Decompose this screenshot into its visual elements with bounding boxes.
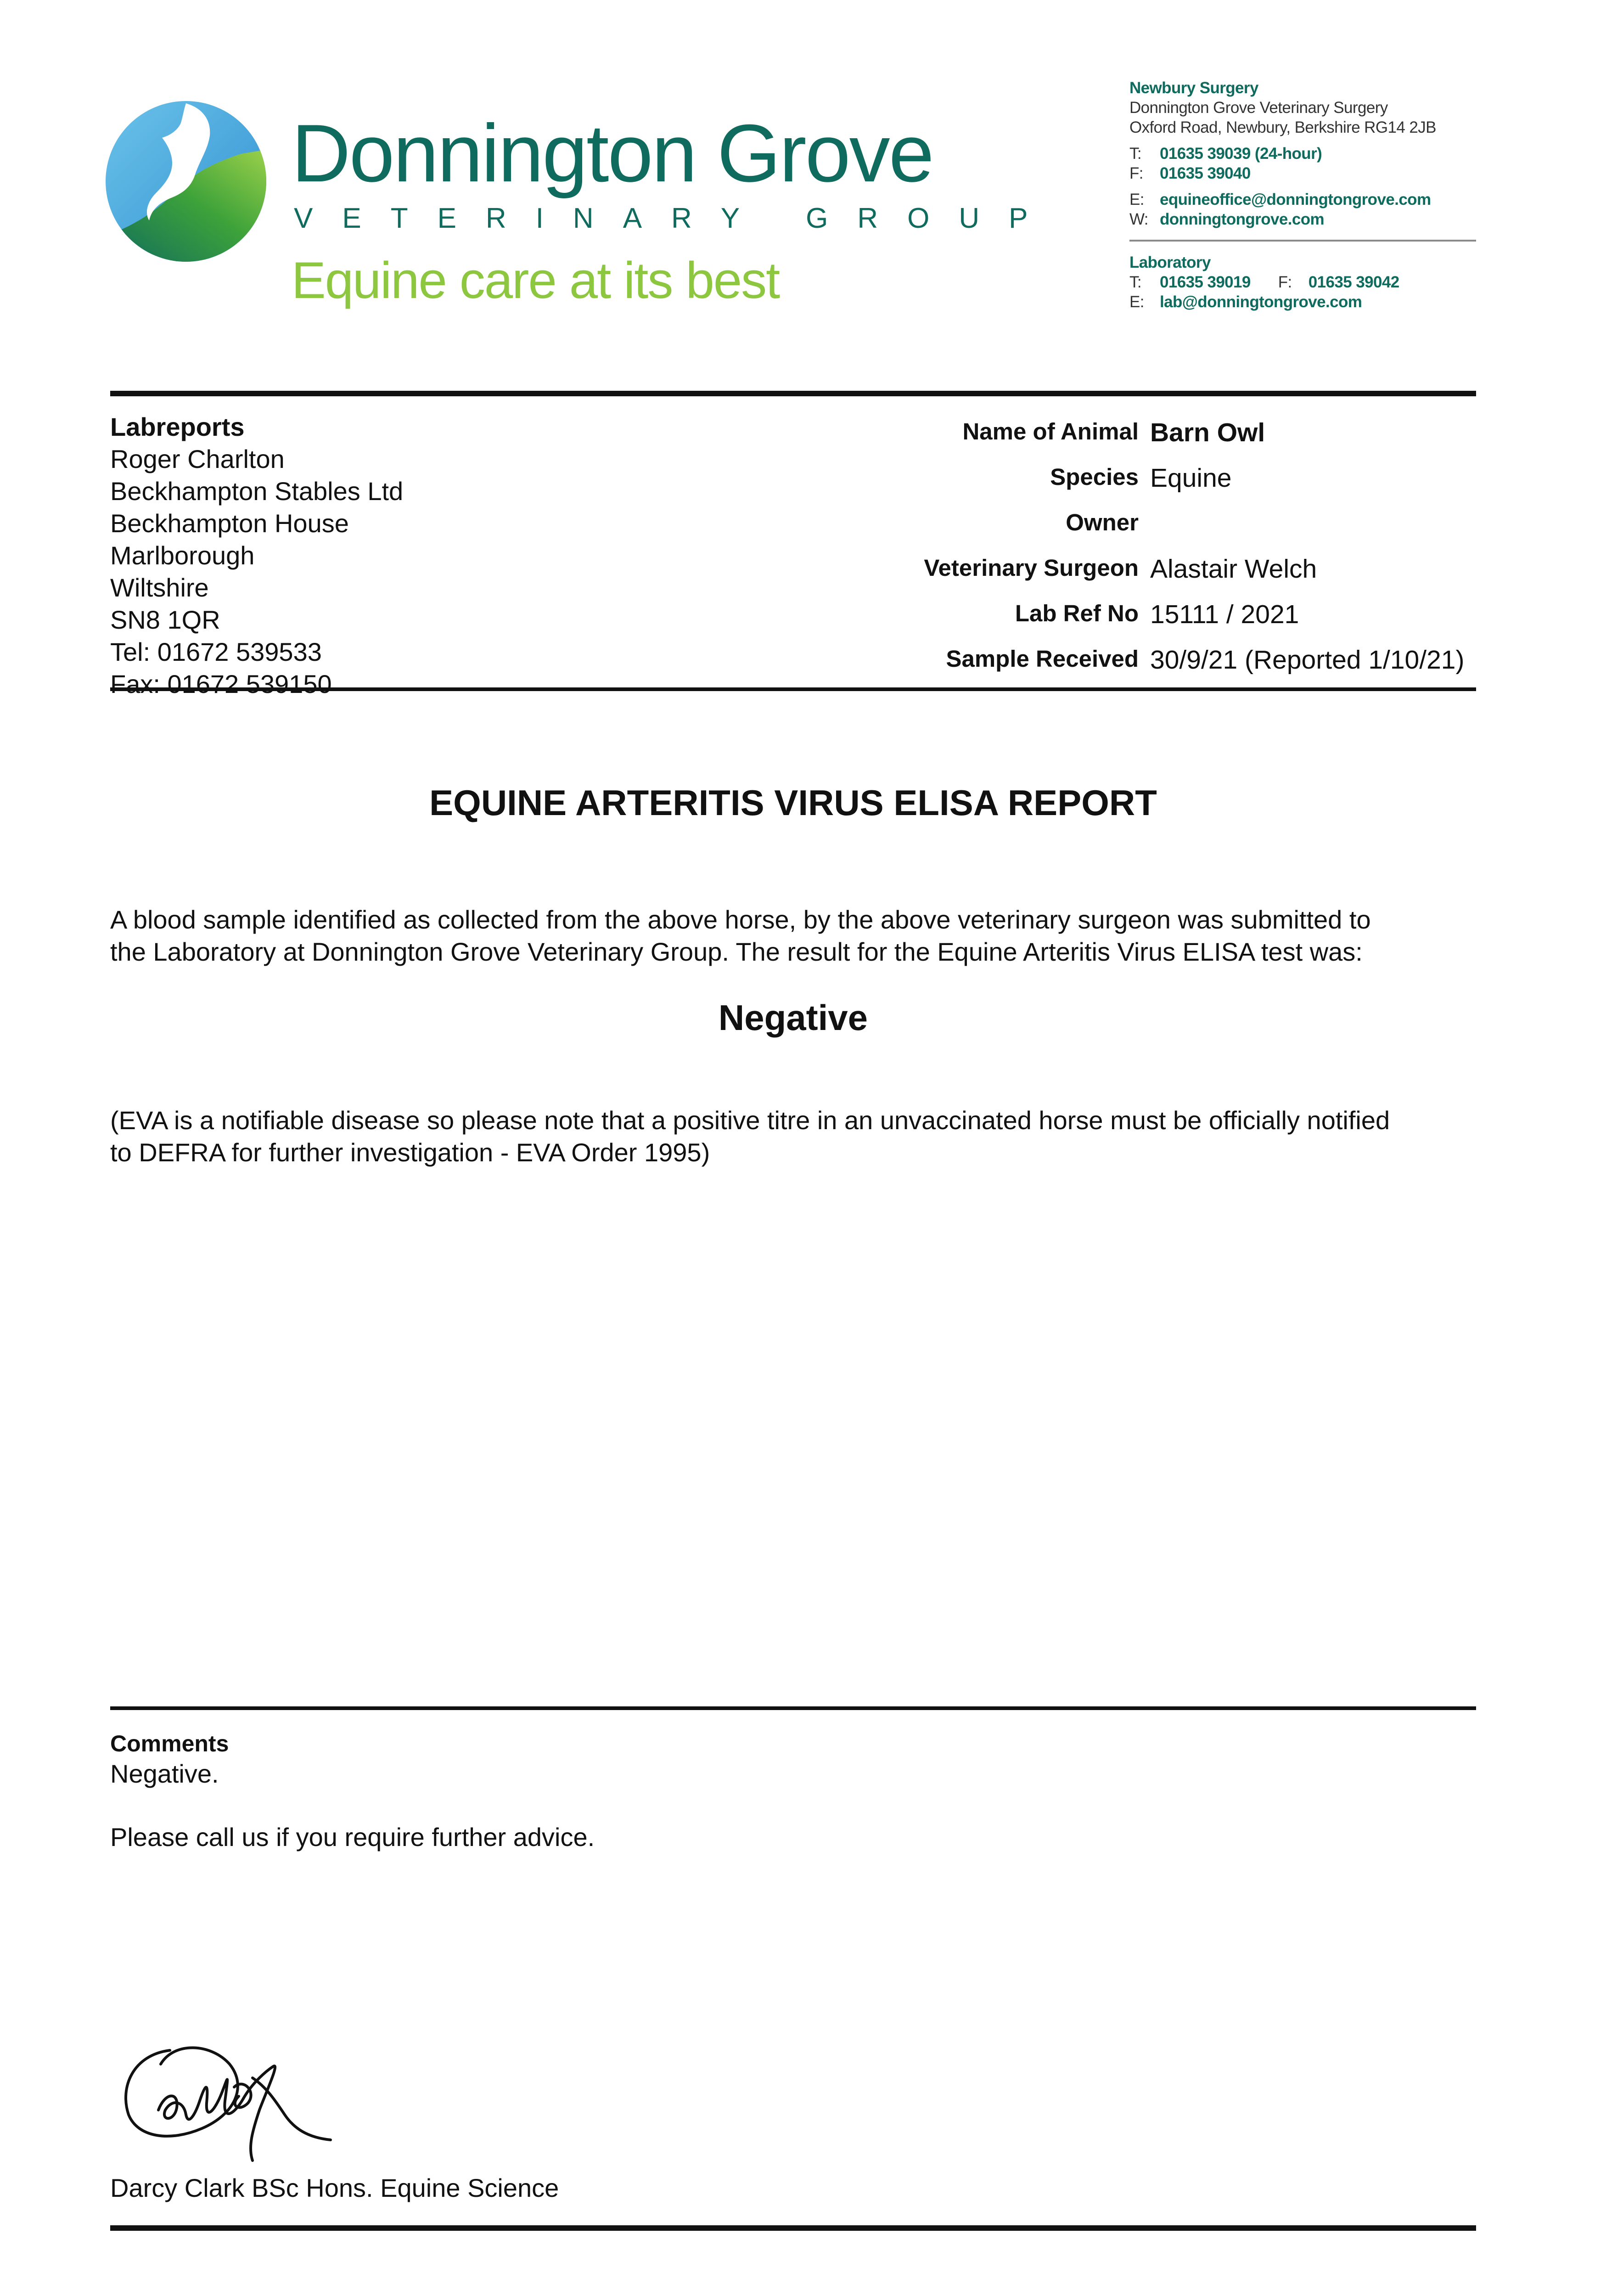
contact-divider xyxy=(1129,240,1476,242)
comments-body: Negative. xyxy=(110,1759,219,1788)
recipient-title: Labreports xyxy=(110,412,245,441)
surgery-tel[interactable]: 01635 39039 (24-hour) xyxy=(1160,145,1322,163)
lab-ref-value: 15111 / 2021 xyxy=(1150,600,1299,629)
header-top-rule xyxy=(110,391,1476,396)
species-value: Equine xyxy=(1150,463,1232,493)
address-line: Beckhampton Stables Ltd xyxy=(110,477,404,506)
fax-label: F: xyxy=(1278,273,1292,291)
vet-surgeon-value: Alastair Welch xyxy=(1150,554,1317,584)
tel-label: T: xyxy=(1129,273,1142,291)
address-line: Fax: 01672 539150 xyxy=(110,670,332,698)
detail-label: Veterinary Surgeon xyxy=(924,555,1139,581)
laboratory-heading: Laboratory xyxy=(1129,253,1211,271)
address-line: SN8 1QR xyxy=(110,605,220,634)
detail-label: Name of Animal xyxy=(962,418,1139,445)
report-title: EQUINE ARTERITIS VIRUS ELISA REPORT xyxy=(429,782,1157,823)
fax-label: F: xyxy=(1129,164,1143,182)
address-line: Tel: 01672 539533 xyxy=(110,637,322,666)
surgery-fax: 01635 39040 xyxy=(1160,164,1251,182)
tel-label: T: xyxy=(1129,145,1142,163)
notifiable-disease-note xyxy=(110,1104,1488,1169)
brand-name: Donnington Grove xyxy=(292,107,933,199)
address-line: Beckhampton House xyxy=(110,509,349,538)
brand-tagline: Equine care at its best xyxy=(292,252,780,309)
address-line: Roger Charlton xyxy=(110,445,285,473)
donnington-grove-logo-icon xyxy=(103,99,269,264)
comments-rule xyxy=(110,1706,1476,1710)
surgery-web-line xyxy=(1129,209,1436,229)
laboratory-email-link[interactable]: lab@donningtongrove.com xyxy=(1160,293,1362,311)
note-line: (EVA is a notifiable disease so please note that a positive titre in an unvaccinated horse must be officially notified xyxy=(110,1106,1390,1135)
detail-label: Species xyxy=(1050,464,1139,490)
detail-label: Sample Received xyxy=(946,646,1139,672)
comments-heading: Comments xyxy=(110,1731,229,1756)
surgery-name: Donnington Grove Veterinary Surgery xyxy=(1129,99,1388,117)
detail-label: Lab Ref No xyxy=(1015,600,1139,626)
surgery-heading: Newbury Surgery xyxy=(1129,79,1258,97)
sample-received-value: 30/9/21 (Reported 1/10/21) xyxy=(1150,645,1465,675)
laboratory-tel[interactable]: 01635 39019 xyxy=(1160,273,1251,291)
laboratory-email-line xyxy=(1129,292,1399,312)
report-intro xyxy=(110,904,1488,968)
surgery-email-line xyxy=(1129,190,1436,209)
laboratory-phone-line xyxy=(1129,272,1399,292)
address-line: Marlborough xyxy=(110,541,255,570)
web-label: W: xyxy=(1129,210,1148,228)
surgery-fax-line xyxy=(1129,163,1436,183)
email-label: E: xyxy=(1129,293,1144,311)
brand-group: VETERINARY GROUP xyxy=(294,203,1057,234)
surgery-contact-block xyxy=(1129,78,1436,229)
surgery-web-link[interactable]: donningtongrove.com xyxy=(1160,210,1325,228)
signature-icon xyxy=(115,2023,372,2174)
address-line: Wiltshire xyxy=(110,573,209,602)
animal-name-value: Barn Owl xyxy=(1150,418,1265,447)
comments-advice: Please call us if you require further advice. xyxy=(110,1823,595,1851)
laboratory-contact-block xyxy=(1129,253,1399,312)
surgery-address: Oxford Road, Newbury, Berkshire RG14 2JB xyxy=(1129,118,1436,136)
test-result: Negative xyxy=(718,997,868,1038)
intro-line: A blood sample identified as collected from the above horse, by the above veterinary surgeon was submitted to xyxy=(110,905,1371,934)
footer-rule xyxy=(110,2225,1476,2231)
email-label: E: xyxy=(1129,191,1144,208)
detail-label: Owner xyxy=(1066,509,1139,535)
surgery-tel-line xyxy=(1129,144,1436,163)
intro-line: the Laboratory at Donnington Grove Veterinary Group. The result for the Equine Arteritis Virus ELISA test was: xyxy=(110,937,1363,966)
signatory-name: Darcy Clark BSc Hons. Equine Science xyxy=(110,2173,559,2202)
note-line: to DEFRA for further investigation - EVA Order 1995) xyxy=(110,1138,710,1167)
surgery-email-link[interactable]: equineoffice@donningtongrove.com xyxy=(1160,191,1431,208)
laboratory-fax: 01635 39042 xyxy=(1308,273,1399,291)
recipient-address xyxy=(110,411,661,698)
